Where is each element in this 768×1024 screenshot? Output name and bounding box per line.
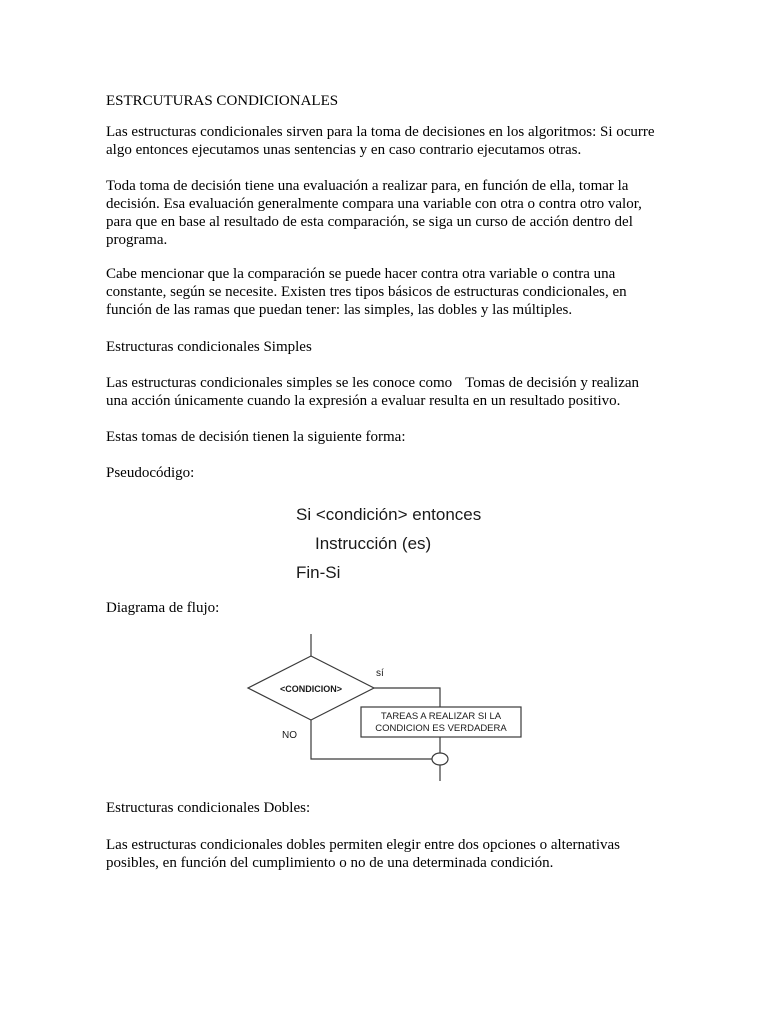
pseudocode-line-if: Si <condición> entonces xyxy=(296,505,482,524)
label-flowchart: Diagrama de flujo: xyxy=(106,600,220,616)
text-line: posibles, en función del cumplimiento o no de una determinada condición. xyxy=(106,855,554,871)
text-line: Las estructuras condicionales simples se les conoce como Tomas de decisión y realizan xyxy=(106,375,640,391)
paragraph-intro xyxy=(106,123,676,159)
text-line: constante, según se necesite. Existen tres tipos básicos de estructuras condicionales, en xyxy=(106,284,627,300)
task-label-line1: TAREAS A REALIZAR SI LA xyxy=(380,711,502,722)
no-label: NO xyxy=(282,730,297,741)
text-line: algo entonces ejecutamos unas sentencias y en caso contrario ejecutamos otras. xyxy=(106,142,582,158)
paragraph-comparison xyxy=(106,265,676,319)
text-line: Las estructuras condicionales dobles permiten elegir entre dos opciones o alternativas xyxy=(106,837,620,853)
document-title: ESTRCUTURAS CONDICIONALES xyxy=(106,93,339,109)
heading-dobles: Estructuras condicionales Dobles: xyxy=(106,800,311,816)
condition-label: <CONDICION> xyxy=(279,684,343,694)
paragraph-form: Estas tomas de decisión tienen la siguiente forma: xyxy=(106,429,406,445)
paragraph-simples xyxy=(106,374,676,410)
text-line: Las estructuras condicionales sirven para la toma de decisiones en los algoritmos: Si ocurre xyxy=(106,124,655,140)
yes-branch-line xyxy=(374,688,440,707)
text-line: función de las ramas que puedan tener: las simples, las dobles y las múltiples. xyxy=(106,302,573,318)
text-line: una acción únicamente cuando la expresión a evaluar resulta en un resultado positivo. xyxy=(106,393,621,409)
text-line: para que en base al resultado de esta comparación, se siga un curso de acción dentro del xyxy=(106,214,633,230)
pseudocode-line-instruction: Instrucción (es) xyxy=(315,534,432,553)
text-line: Cabe mencionar que la comparación se puede hacer contra otra variable o contra una xyxy=(106,266,616,282)
pseudocode-block xyxy=(296,500,481,587)
text-line: programa. xyxy=(106,232,168,248)
text-line: Toda toma de decisión tiene una evaluación a realizar para, en función de ella, tomar la xyxy=(106,178,629,194)
paragraph-decision xyxy=(106,177,676,249)
task-label-line2: CONDICION ES VERDADERA xyxy=(375,723,507,734)
text-line: decisión. Esa evaluación generalmente compara una variable con otra o contra otro valor, xyxy=(106,196,642,212)
paragraph-dobles xyxy=(106,836,676,872)
flowchart-diagram xyxy=(240,630,540,785)
heading-simples: Estructuras condicionales Simples xyxy=(106,339,312,355)
pseudocode-line-endif: Fin-Si xyxy=(296,563,341,582)
yes-label: sí xyxy=(376,668,384,679)
connector-circle xyxy=(432,753,448,765)
label-pseudocode: Pseudocódigo: xyxy=(106,465,195,481)
